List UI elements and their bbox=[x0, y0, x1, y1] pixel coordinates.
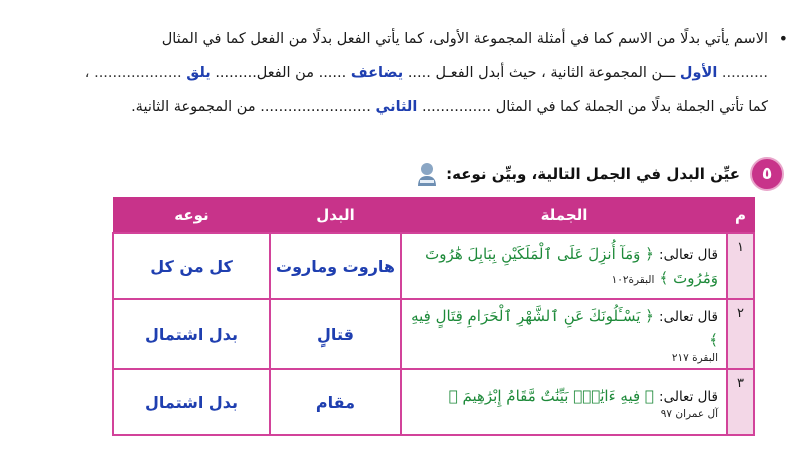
intro-paragraph bbox=[18, 22, 788, 124]
exercise-table bbox=[112, 197, 755, 436]
header-sentence: الجملة bbox=[401, 198, 727, 234]
kind-answer: بدل اشتمال bbox=[113, 369, 270, 435]
row-number: ١ bbox=[727, 233, 754, 299]
table-row bbox=[113, 233, 754, 299]
sentence-cell bbox=[401, 369, 727, 435]
quran-verse: ﴿ فِيهِ ءَايَٰتٌۢ بَيِّنَٰتٌ مَّقَامُ إِبْرَٰهِيمَ ﴾ bbox=[448, 387, 654, 405]
header-badal: البدل bbox=[270, 198, 401, 234]
bullet-icon: • bbox=[778, 29, 788, 48]
kind-answer: بدل اشتمال bbox=[113, 299, 270, 369]
verse-reference: البقرة١٠٢ bbox=[611, 274, 655, 286]
quran-verse: ﴿ يَسْـَٔلُونَكَ عَنِ ٱلشَّهْرِ ٱلْحَرَامِ قِتَالٍ فِيهِ ﴾ bbox=[411, 307, 718, 349]
intro-line-3 bbox=[18, 90, 788, 124]
task-number-badge: ٥ bbox=[750, 157, 784, 191]
intro-line-2 bbox=[18, 56, 788, 90]
intro-segment: ........................ من المجموعة الثانية. bbox=[131, 99, 371, 115]
blank-dots: .......... bbox=[721, 65, 768, 81]
badal-answer: هاروت وماروت bbox=[270, 233, 401, 299]
row-number: ٢ bbox=[727, 299, 754, 369]
verse-reference: آل عمران ٩٧ bbox=[660, 408, 718, 420]
verse-reference: البقرة ٢١٧ bbox=[671, 352, 718, 364]
badal-answer: مقام bbox=[270, 369, 401, 435]
intro-segment: ...... من الفعل......... bbox=[215, 65, 347, 81]
answer-yalqa: يلق bbox=[186, 65, 211, 81]
answer-thani: الثاني bbox=[375, 99, 418, 115]
badal-answer: قتالٍ bbox=[270, 299, 401, 369]
quran-verse: ﴿ وَمَآ أُنزِلَ عَلَى ٱلْمَلَكَيْنِ بِبَابِلَ هَٰرُوتَ وَمَٰرُوتَ ﴾ bbox=[425, 245, 718, 287]
qal-taala: قال تعالى: bbox=[659, 247, 718, 263]
student-writing-icon bbox=[416, 161, 438, 187]
qal-taala: قال تعالى: bbox=[659, 309, 718, 325]
task-heading bbox=[416, 158, 784, 190]
intro-line-1: • الاسم يأتي بدلًا من الاسم كما في أمثلة المجموعة الأولى، كما يأتي الفعل بدلًا من الفعل كما في المثال bbox=[18, 22, 788, 56]
task-instruction: عيِّن البدل في الجمل التالية، وبيِّن نوعه: bbox=[446, 165, 740, 183]
sentence-cell bbox=[401, 299, 727, 369]
table-row bbox=[113, 369, 754, 435]
row-number: ٣ bbox=[727, 369, 754, 435]
sentence-cell bbox=[401, 233, 727, 299]
answer-yudaef: يضاعف bbox=[350, 65, 404, 81]
intro-segment: كما تأتي الجملة بدلًا من الجملة كما في المثال ............... bbox=[421, 99, 768, 115]
header-kind: نوعه bbox=[113, 198, 270, 234]
table-header-row bbox=[113, 198, 754, 234]
answer-awwal: الأول bbox=[679, 65, 718, 81]
header-num: م bbox=[727, 198, 754, 234]
blank-dots: ................... ، bbox=[84, 65, 182, 81]
qal-taala: قال تعالى: bbox=[659, 389, 718, 405]
table-row bbox=[113, 299, 754, 369]
intro-segment: ـــن المجموعة الثانية ، حيث أبدل الفعـل ..... bbox=[407, 65, 676, 81]
kind-answer: كل من كل bbox=[113, 233, 270, 299]
